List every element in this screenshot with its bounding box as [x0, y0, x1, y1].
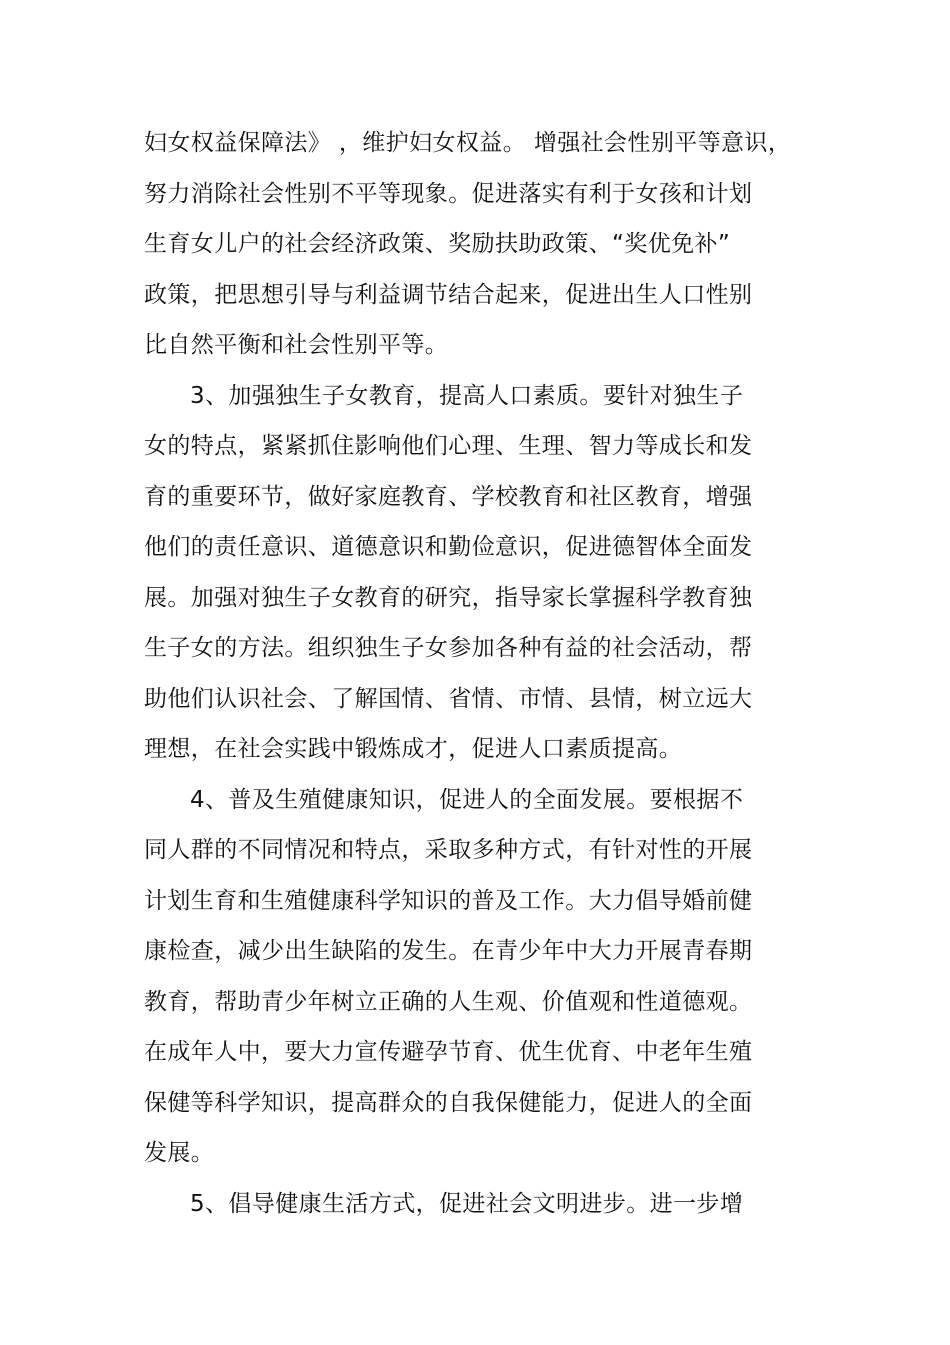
- text-line: 同人群的不同情况和特点，采取多种方式，有针对性的开展: [144, 837, 753, 863]
- text-line: 女的特点，紧紧抓住影响他们心理、生理、智力等成长和发: [144, 433, 753, 459]
- text-line: 生子女的方法。组织独生子女参加各种有益的社会活动，帮: [144, 635, 753, 661]
- text-line-first: 5、倡导健康生活方式，促进社会文明进步。进一步增: [190, 1190, 744, 1217]
- text-line: 在成年人中，要大力宣传避孕节育、优生优育、中老年生殖: [144, 1039, 753, 1065]
- text-line: 保健等科学知识，提高群众的自我保健能力，促进人的全面: [144, 1089, 753, 1116]
- document-body: [144, 118, 804, 1229]
- paragraph-3: [144, 371, 804, 775]
- text-line-first: 4、普及生殖健康知识，促进人的全面发展。要根据不: [190, 786, 744, 813]
- text-line: 康检查，减少出生缺陷的发生。在青少年中大力开展青春期: [144, 938, 753, 964]
- text-line: 理想，在社会实践中锻炼成才，促进人口素质提高。: [144, 736, 683, 762]
- text-line: 发展。: [144, 1140, 215, 1166]
- text-line: 展。加强对独生子女教育的研究，指导家长掌握科学教育独: [144, 584, 753, 611]
- text-line: 助他们认识社会、了解国情、省情、市情、县情，树立远大: [144, 685, 753, 712]
- text-line: 育的重要环节，做好家庭教育、学校教育和社区教育，增强: [144, 483, 753, 510]
- text-line: 生育女儿户的社会经济政策、奖励扶助政策、“奖优免补”: [144, 231, 731, 257]
- text-line: 比自然平衡和社会性别平等。: [144, 332, 449, 358]
- text-line: 教育，帮助青少年树立正确的人生观、价值观和性道德观。: [144, 988, 753, 1015]
- text-line: 计划生育和生殖健康科学知识的普及工作。大力倡导婚前健: [144, 887, 753, 914]
- paragraph-5: [144, 1179, 804, 1230]
- paragraph-4: [144, 775, 804, 1179]
- text-line: 他们的责任意识、道德意识和勤俭意识，促进德智体全面发: [144, 534, 753, 560]
- text-line: 妇女权益保障法》 ，维护妇女权益。 增强社会性别平等意识，: [144, 130, 792, 156]
- text-line: 努力消除社会性别不平等现象。促进落实有利于女孩和计划: [144, 180, 753, 207]
- text-line-first: 3、加强独生子女教育，提高人口素质。要针对独生子: [190, 382, 744, 409]
- text-line: 政策，把思想引导与利益调节结合起来，促进出生人口性别: [144, 281, 753, 308]
- paragraph-continuation: [144, 118, 804, 371]
